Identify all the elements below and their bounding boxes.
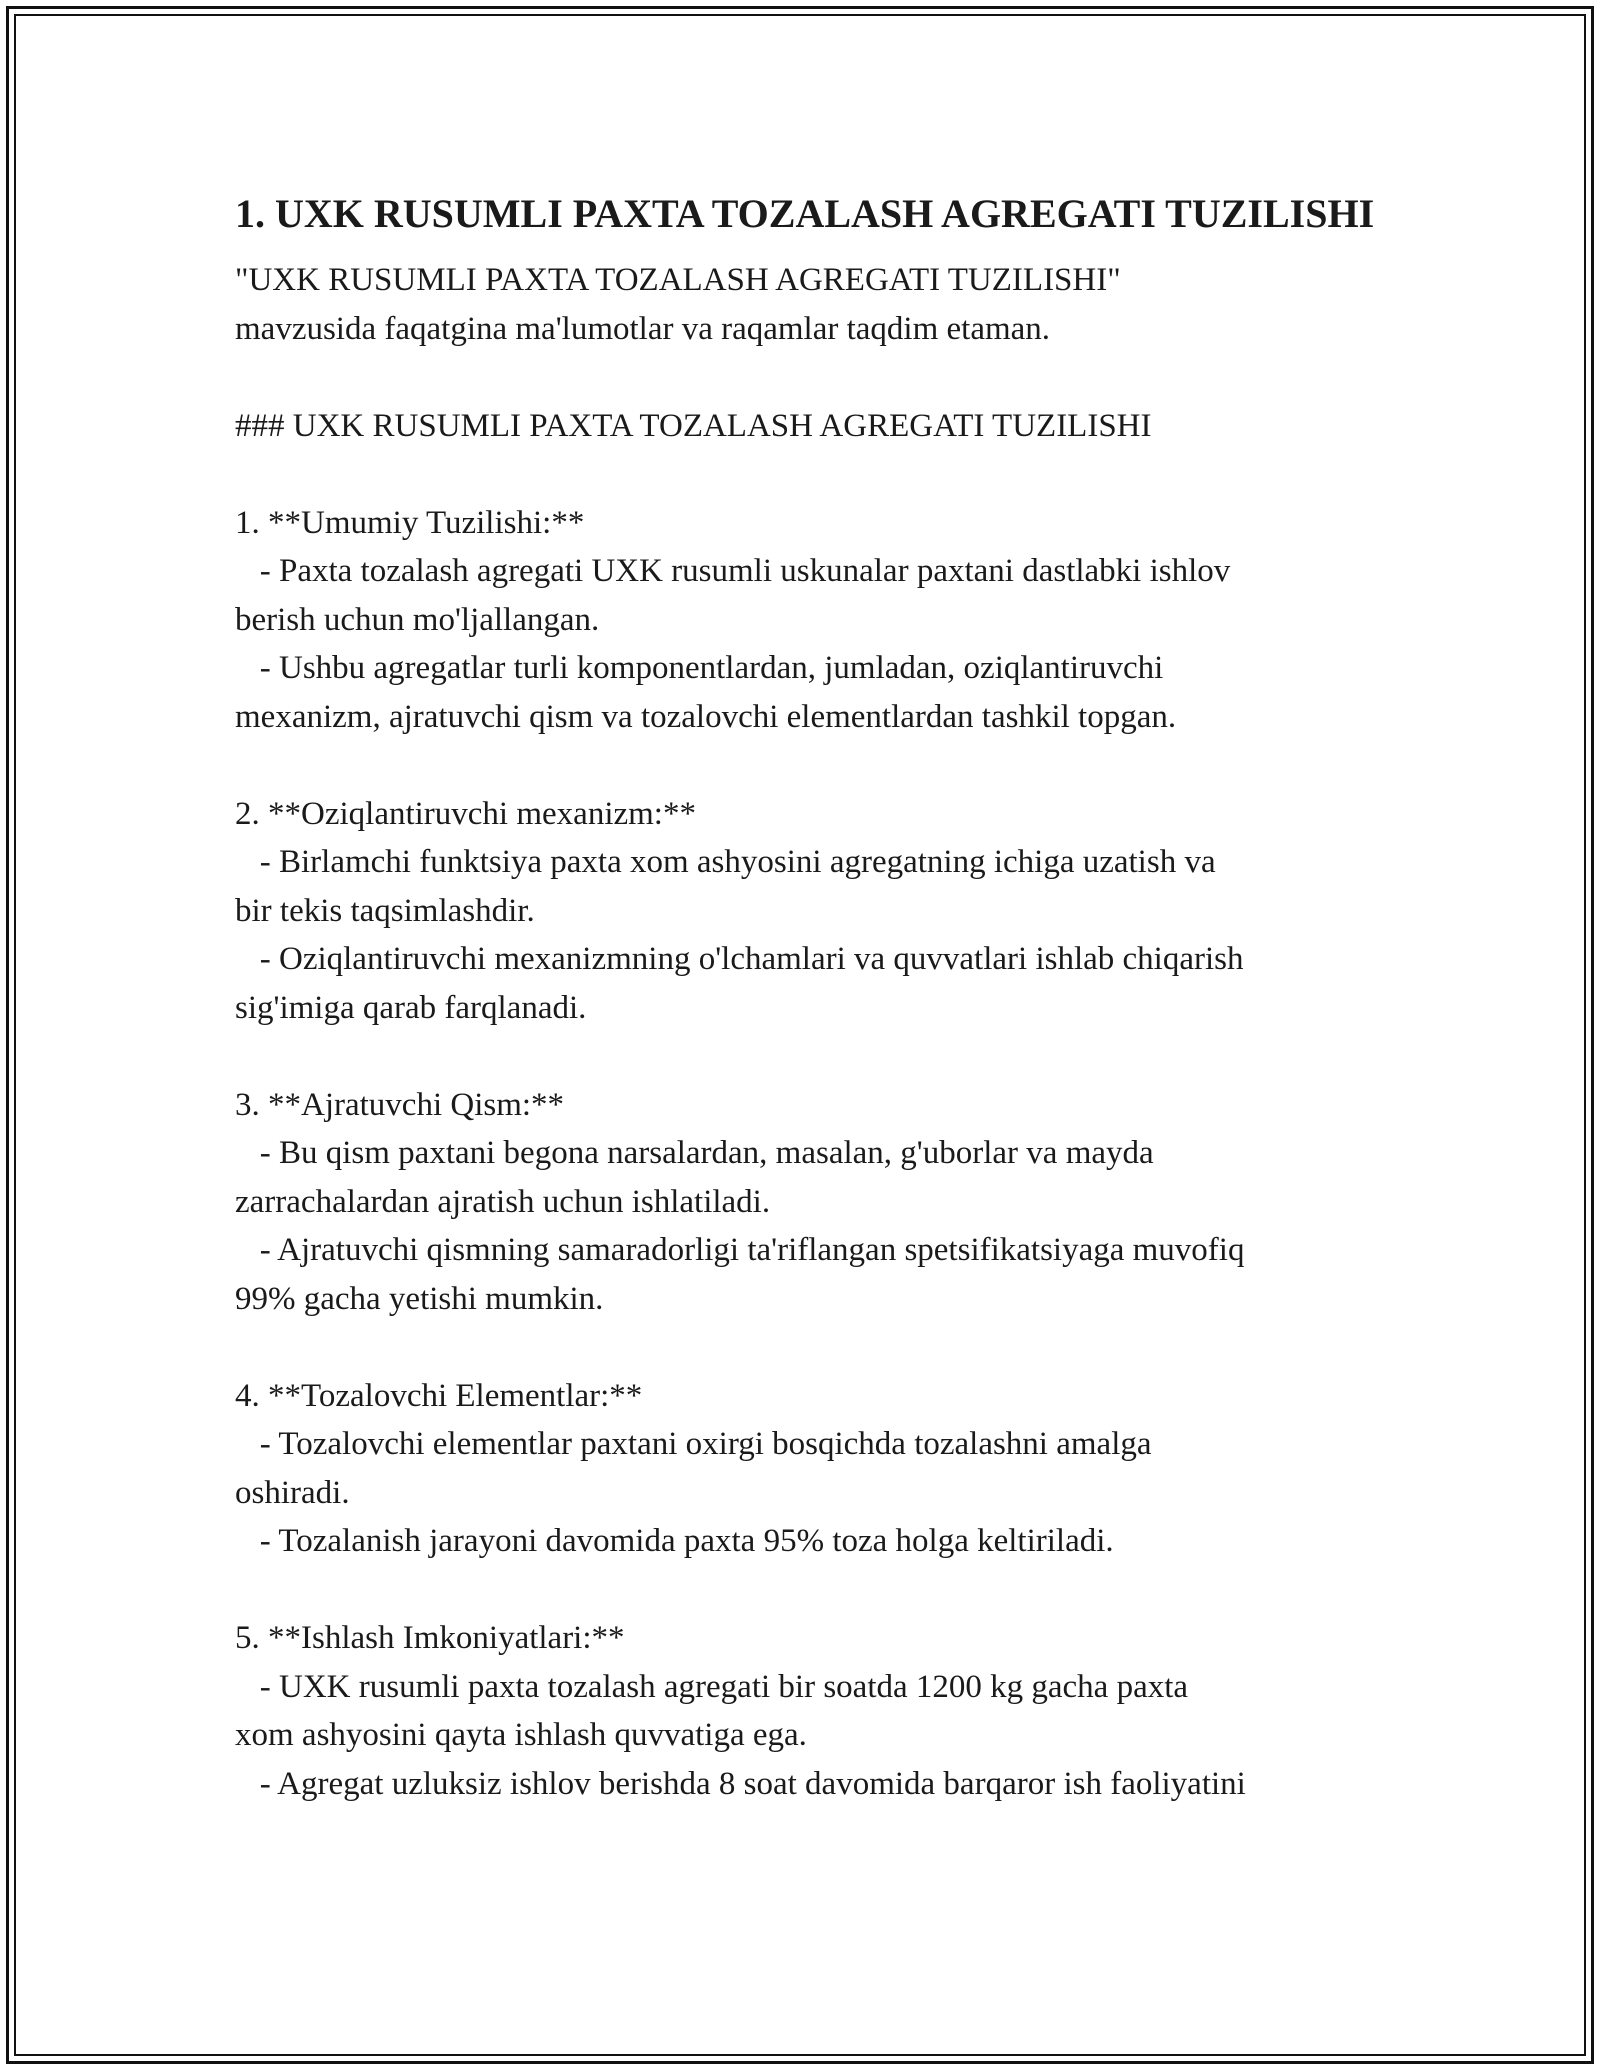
intro-paragraph (235, 256, 1385, 1808)
section-heading: 5. **Ishlash Imkoniyatlari:** (235, 1620, 625, 1656)
section-line: - Agregat uzluksiz ishlov berishda 8 soat davomida barqaror ish faoliyatini (235, 1765, 1246, 1802)
blank-line (235, 353, 1385, 402)
section-heading: 3. **Ajratuvchi Qism:** (235, 1086, 565, 1123)
section-3 (235, 1081, 1385, 1324)
section-line: - Paxta tozalash agregati UXK rusumli uskunalar paxtani dastlabki ishlov (235, 553, 1231, 589)
blank-line (235, 1032, 1385, 1081)
section-5 (235, 1614, 1385, 1808)
section-line: xom ashyosini qayta ishlash quvvatiga ega. (235, 1717, 807, 1753)
section-line: oshiradi. (235, 1474, 350, 1511)
section-line: mexanizm, ajratuvchi qism va tozalovchi elementlardan tashkil topgan. (235, 698, 1177, 735)
blank-line (235, 1323, 1385, 1372)
subheading: ### UXK RUSUMLI PAXTA TOZALASH AGREGATI TUZILISHI (235, 407, 1152, 444)
blank-line (235, 741, 1385, 790)
section-line: zarrachalardan ajratish uchun ishlatiladi. (235, 1183, 771, 1220)
document-body (235, 186, 1385, 1808)
section-2 (235, 790, 1385, 1033)
section-line: - UXK rusumli paxta tozalash agregati bir soatda 1200 kg gacha paxta (235, 1668, 1189, 1705)
section-line: - Ajratuvchi qismning samaradorligi ta'riflangan spetsifikatsiyaga muvofiq (235, 1232, 1245, 1268)
page-title: 1. UXK RUSUMLI PAXTA TOZALASH AGREGATI TUZILISHI (235, 191, 1375, 236)
section-line: - Tozalovchi elementlar paxtani oxirgi bosqichda tozalashni amalga (235, 1426, 1152, 1462)
section-line: 99% gacha yetishi mumkin. (235, 1280, 604, 1317)
section-heading: 1. **Umumiy Tuzilishi:** (235, 504, 585, 541)
section-heading: 2. **Oziqlantiruvchi mexanizm:** (235, 795, 696, 832)
intro-line: "UXK RUSUMLI PAXTA TOZALASH AGREGATI TUZILISHI" (235, 262, 1121, 298)
blank-line (235, 450, 1385, 499)
section-line: - Bu qism paxtani begona narsalardan, masalan, g'uborlar va mayda (235, 1135, 1154, 1171)
section-heading: 4. **Tozalovchi Elementlar:** (235, 1377, 643, 1414)
section-line: - Oziqlantiruvchi mexanizmning o'lchamlari va quvvatlari ishlab chiqarish (235, 941, 1244, 977)
section-1 (235, 499, 1385, 742)
section-line: - Tozalanish jarayoni davomida paxta 95% toza holga keltiriladi. (235, 1523, 1114, 1559)
section-4 (235, 1372, 1385, 1566)
section-line: berish uchun mo'ljallangan. (235, 601, 600, 638)
section-line: bir tekis taqsimlashdir. (235, 892, 535, 929)
section-line: - Ushbu agregatlar turli komponentlardan, jumladan, oziqlantiruvchi (235, 650, 1164, 686)
section-line: - Birlamchi funktsiya paxta xom ashyosini agregatning ichiga uzatish va (235, 844, 1216, 880)
intro-line: mavzusida faqatgina ma'lumotlar va raqamlar taqdim etaman. (235, 310, 1051, 347)
blank-line (235, 1566, 1385, 1615)
section-line: sig'imiga qarab farqlanadi. (235, 989, 587, 1026)
